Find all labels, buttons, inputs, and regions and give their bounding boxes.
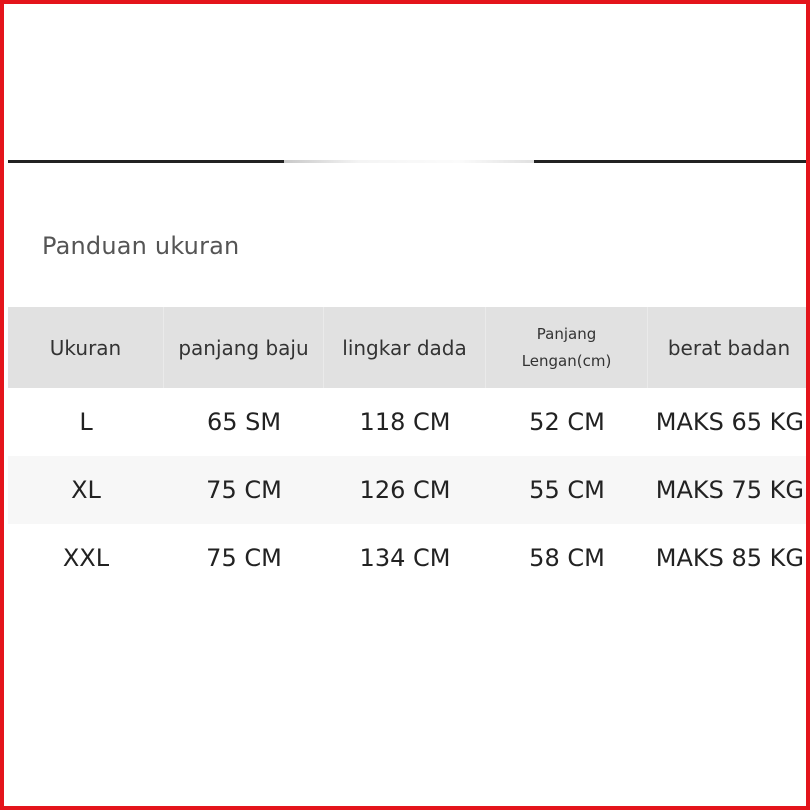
cell-body-weight: MAKS 85 KG [655,544,804,572]
top-divider-fade [284,160,534,163]
page-title: Panduan ukuran [42,232,240,260]
header-sleeve-length: Panjang Lengan(cm) [486,307,648,388]
cell-sleeve-length: 52 CM [529,408,605,436]
cell-body-weight: MAKS 75 KG [655,476,804,504]
cell-sleeve-length: 58 CM [529,544,605,572]
cell-body-length: 75 CM [206,476,282,504]
header-body-weight: berat badan [667,335,791,360]
top-divider-right [534,160,810,163]
cell-body-length: 75 CM [206,544,282,572]
cell-body-weight: MAKS 65 KG [655,408,804,436]
cell-size: XL [71,476,101,504]
header-chest-circumference: lingkar dada [324,307,486,388]
table-row [8,456,810,524]
top-divider-left [8,160,284,163]
header-body-length: panjang baju [164,307,324,388]
cell-sleeve-length: 55 CM [529,476,605,504]
header-size: Ukuran [8,307,164,388]
size-chart-table [8,307,810,592]
table-row [8,524,810,592]
cell-size: L [79,408,93,436]
cell-chest-circumference: 118 CM [359,408,451,436]
table-header-row [8,307,810,388]
cell-body-length: 65 SM [206,408,282,436]
cell-chest-circumference: 134 CM [359,544,451,572]
cell-chest-circumference: 126 CM [359,476,451,504]
table-row [8,388,810,456]
cell-size: XXL [62,544,110,572]
